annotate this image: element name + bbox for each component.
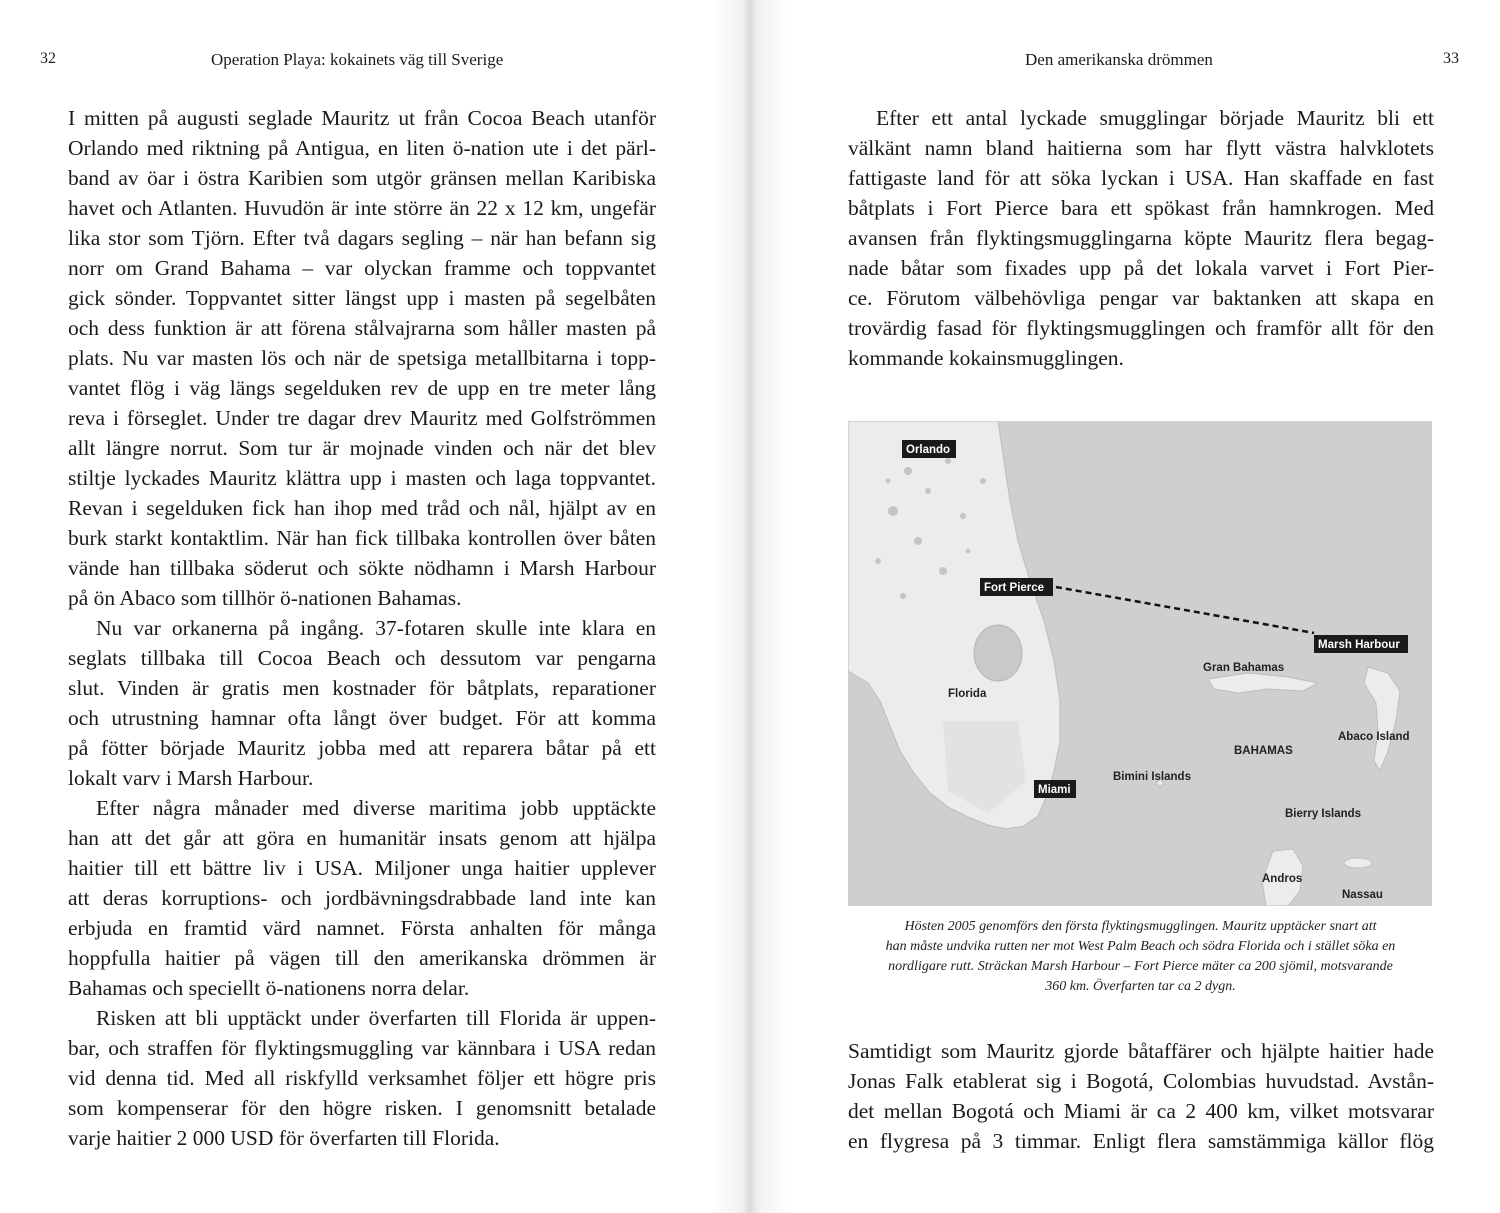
left-body-text bbox=[68, 103, 656, 1153]
text-line: vände han tillbaka söderut och sökte nödhamn i Marsh Harbour bbox=[68, 556, 656, 580]
text-line: lokalt varv i Marsh Harbour. bbox=[68, 766, 314, 790]
text-line: havet och Atlanten. Huvudön är inte större än 22 x 12 km, ungefär bbox=[68, 196, 656, 220]
right-page-number: 33 bbox=[1443, 50, 1459, 67]
text-line: allt längre norrut. Som tur är mojnade vinden och när det blev bbox=[68, 436, 656, 460]
text-line: trovärdig fasad för flyktingsmugglingen och framför allt för den bbox=[848, 316, 1434, 340]
label-florida: Florida bbox=[948, 688, 987, 700]
text-line: varje haitier 2 000 USD för överfarten till Florida. bbox=[68, 1126, 500, 1150]
paragraph bbox=[68, 103, 656, 613]
text-line: lika stor som Tjörn. Efter två dagars segling – när han befann sig bbox=[68, 226, 656, 250]
text-line: Jonas Falk etablerat sig i Bogotá, Colombias huvudstad. Avstån- bbox=[848, 1069, 1434, 1093]
text-line: norr om Grand Bahama – var olyckan framme och toppvantet bbox=[68, 256, 656, 280]
text-line: fattigaste land för att söka lyckan i USA. Han skaffade en fast bbox=[848, 166, 1434, 190]
text-line: seglats tillbaka till Cocoa Beach och dessutom var pengarna bbox=[68, 646, 656, 670]
label-gran-bahamas: Gran Bahamas bbox=[1203, 662, 1285, 674]
label-fort-pierce bbox=[980, 578, 1053, 596]
book-gutter-shadow bbox=[712, 0, 788, 1213]
label-bierry-islands: Bierry Islands bbox=[1285, 808, 1362, 820]
text-line: I mitten på augusti seglade Mauritz ut från Cocoa Beach utanför bbox=[68, 106, 656, 130]
lake-okeechobee bbox=[974, 625, 1022, 681]
label-andros: Andros bbox=[1262, 873, 1303, 885]
label-bahamas: BAHAMAS bbox=[1234, 745, 1293, 757]
right-running-head: Den amerikanska drömmen bbox=[1025, 50, 1213, 69]
text-line: haitier till ett bättre liv i USA. Miljoner unga haitier upplever bbox=[68, 856, 656, 880]
paragraph bbox=[68, 613, 656, 793]
text-line: hoppfulla haitier på vägen till den amerikanska drömmen är bbox=[68, 946, 656, 970]
text-line: Orlando med riktning på Antigua, en liten ö-nation ute i det pärl- bbox=[68, 136, 656, 160]
nassau-island bbox=[1344, 858, 1372, 868]
text-line: välkänt namn bland haitierna som har flytt västra halvklotets bbox=[848, 136, 1434, 160]
label-marsh-harbour bbox=[1314, 635, 1408, 653]
text-line: erbjuda en framtid värd namnet. Första anhalten för många bbox=[68, 916, 656, 940]
route-map bbox=[848, 421, 1432, 906]
label-abaco-island: Abaco Island bbox=[1338, 731, 1410, 743]
label-fort-pierce-text: Fort Pierce bbox=[984, 582, 1045, 594]
caption-line: nordligare rutt. Sträckan Marsh Harbour – Fort Pierce mäter ca 200 sjömil, motsvarande bbox=[888, 959, 1393, 974]
text-line: vantet flög i väg längs segelduken rev de upp en tre meter lång bbox=[68, 376, 656, 400]
caption-line: han måste undvika rutten ner mot West Palm Beach och södra Florida och i stället söka en bbox=[885, 939, 1396, 954]
text-line: han att det går att göra en humanitär insats genom att hjälpa bbox=[68, 826, 656, 850]
text-line: bar, och straffen för flyktingsmuggling var kännbara i USA redan bbox=[68, 1036, 656, 1060]
caption-line: Hösten 2005 genomförs den första flyktingsmugglingen. Mauritz upptäcker snart att bbox=[904, 919, 1377, 934]
left-page-number: 32 bbox=[40, 50, 56, 67]
text-line: Revan i segelduken fick han ihop med tråd och nål, hjälpt av en bbox=[68, 496, 656, 520]
text-line: gick sönder. Toppvantet sitter längst upp i masten på segelbåten bbox=[68, 286, 656, 310]
text-line: och utrustning hamnar ofta långt över budget. För att komma bbox=[68, 706, 656, 730]
text-line: burk starkt kontaktlim. När han fick tillbaka kontrollen över båten bbox=[68, 526, 656, 550]
left-running-head: Operation Playa: kokainets väg till Sverige bbox=[211, 50, 504, 69]
label-marsh-harbour-text: Marsh Harbour bbox=[1318, 639, 1400, 651]
text-line: reva i förseglet. Under tre dagar drev Mauritz med Golfströmmen bbox=[68, 406, 656, 430]
label-orlando-text: Orlando bbox=[906, 444, 951, 456]
text-line: båtplats i Fort Pierce bara ett spökast från hamnkrogen. Med bbox=[848, 196, 1434, 220]
text-line: slut. Vinden är gratis men kostnader för båtplats, reparationer bbox=[68, 676, 656, 700]
text-line: stiltje lyckades Mauritz klättra upp i masten och laga toppvantet. bbox=[68, 466, 656, 490]
text-line: och dess funktion är att förena stålvajrarna som håller masten på bbox=[68, 316, 656, 340]
text-line: plats. Nu var masten lös och när de spetsiga metallbitarna i topp- bbox=[68, 346, 656, 370]
text-line: Nu var orkanerna på ingång. 37-fotaren skulle inte klara en bbox=[96, 616, 656, 640]
text-line: som kompenserar för den högre risken. I genomsnitt betalade bbox=[68, 1096, 656, 1120]
paragraph bbox=[68, 1003, 656, 1153]
text-line: Efter några månader med diverse maritima jobb upptäckte bbox=[96, 796, 656, 820]
text-line: det mellan Bogotá och Miami är ca 2 400 km, vilket motsvarar bbox=[848, 1099, 1434, 1123]
text-line: avansen från flyktingsmugglingarna köpte Mauritz flera begag- bbox=[848, 226, 1434, 250]
text-line: Risken att bli upptäckt under överfarten till Florida är uppen- bbox=[96, 1006, 656, 1030]
text-line: Samtidigt som Mauritz gjorde båtaffärer och hjälpte haitier hade bbox=[848, 1039, 1434, 1063]
label-nassau: Nassau bbox=[1342, 889, 1383, 901]
text-line: Bahamas och speciellt ö-nationens norra delar. bbox=[68, 976, 470, 1000]
text-line: kommande kokainsmugglingen. bbox=[848, 346, 1124, 370]
left-page bbox=[0, 0, 749, 1213]
text-line: vid denna tid. Med all riskfylld verksamhet följer ett högre pris bbox=[68, 1066, 656, 1090]
label-bimini-islands: Bimini Islands bbox=[1113, 771, 1191, 783]
caption-line: 360 km. Överfarten tar ca 2 dygn. bbox=[1045, 979, 1236, 994]
right-body-text-top bbox=[848, 103, 1434, 373]
text-line: Efter ett antal lyckade smugglingar började Mauritz bli ett bbox=[876, 106, 1434, 130]
text-line: en flygresa på 3 timmar. Enligt flera samstämmiga källor flög bbox=[848, 1129, 1434, 1153]
text-line: ce. Förutom välbehövliga pengar var baktanken att skapa en bbox=[848, 286, 1434, 310]
right-body-text-bottom bbox=[848, 1036, 1434, 1156]
text-line: nade båtar som fixades upp på det lokala varvet i Fort Pier- bbox=[848, 256, 1434, 280]
label-orlando bbox=[902, 440, 956, 458]
paragraph bbox=[68, 793, 656, 1003]
map-caption bbox=[858, 917, 1423, 997]
text-line: att deras korruptions- och jordbävningsdrabbade land inte kan bbox=[68, 886, 656, 910]
label-miami-text: Miami bbox=[1038, 784, 1071, 796]
label-miami bbox=[1034, 780, 1076, 798]
text-line: band av öar i östra Karibien som utgör gränsen mellan Karibiska bbox=[68, 166, 656, 190]
route-map-svg bbox=[848, 421, 1432, 906]
text-line: på ön Abaco som tillhör ö-nationen Bahamas. bbox=[68, 586, 462, 610]
text-line: på fötter började Mauritz jobba med att reparera båtar på ett bbox=[68, 736, 656, 760]
